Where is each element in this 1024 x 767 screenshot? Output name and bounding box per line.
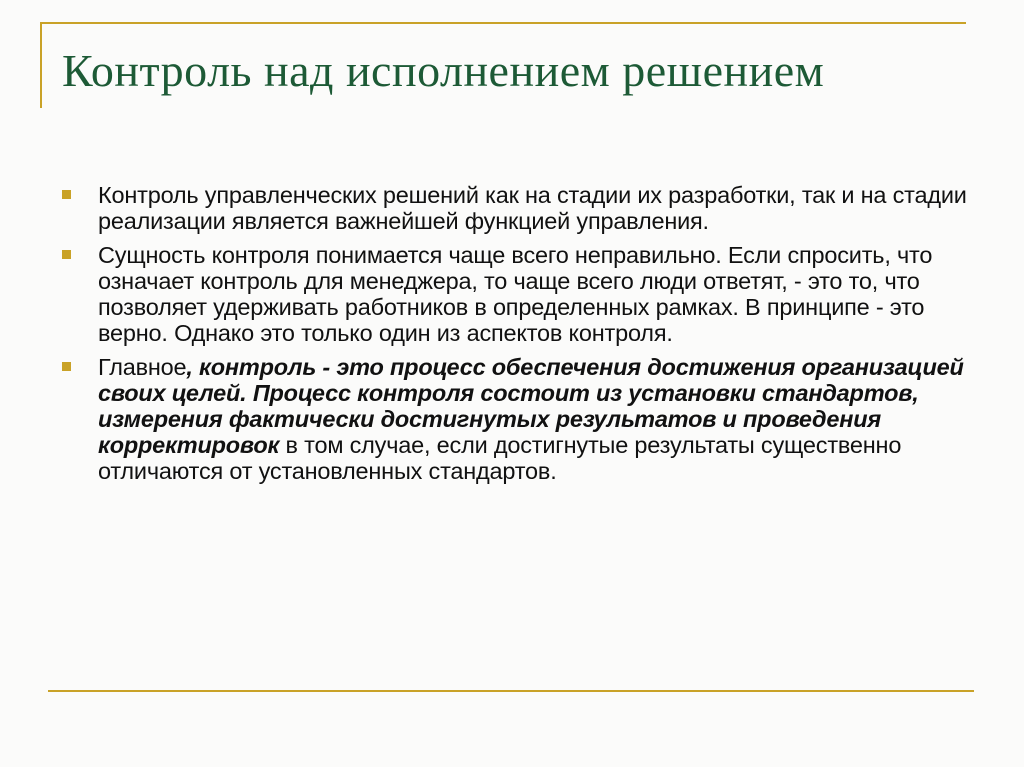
square-bullet-icon bbox=[62, 362, 71, 371]
bullet-2-text: Сущность контроля понимается чаще всего неправильно. Если спросить, что означает контроль для менеджера, то чаще всего люди ответят, - это то, что позволяет удерживать работников в определенных рамках. В принципе - это верно. Однако это только один из аспектов контроля. bbox=[98, 242, 933, 346]
left-divider bbox=[40, 22, 42, 108]
slide-title: Контроль над исполнением решением bbox=[62, 45, 825, 96]
bullet-3-text-c: в том случае, если достигнутые результаты существенно отличаются от установленных стандартов. bbox=[98, 432, 902, 484]
square-bullet-icon bbox=[62, 250, 71, 259]
bullet-item-2 bbox=[62, 242, 967, 346]
bullet-1-text-b: так и на стадии реализации является важнейшей функцией управления. bbox=[98, 182, 967, 234]
bullet-item-1 bbox=[62, 182, 967, 234]
square-bullet-icon bbox=[62, 190, 71, 199]
top-divider bbox=[40, 22, 966, 24]
bullet-3-emphasis: , контроль - это процесс обеспечения достижения организацией своих целей. Процесс контроля состоит из установки стандартов, измерения фактически достигнутых результатов и проведения корректировок bbox=[98, 354, 964, 458]
bottom-divider bbox=[48, 690, 974, 692]
bullet-item-3 bbox=[62, 354, 967, 484]
bullet-list bbox=[62, 182, 967, 492]
bullet-1-text-a: Контроль управленческих решений как на стадии их разработки, bbox=[98, 182, 796, 208]
bullet-3-text-a: Главное bbox=[98, 354, 187, 380]
